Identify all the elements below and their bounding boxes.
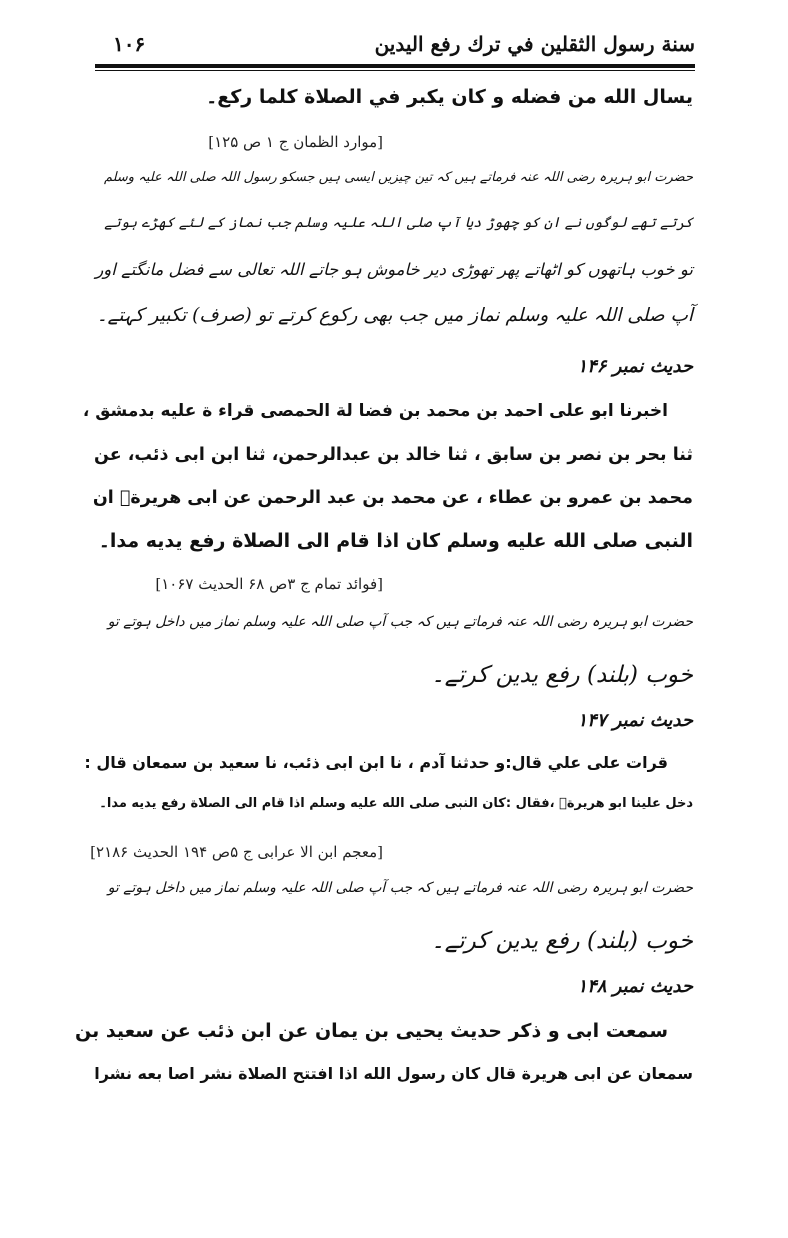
urdu-translation-line: حضرت ابو ہریرہ رضی اللہ عنہ فرماتے ہیں کہ تین چیزیں ایسی ہیں جسکو رسول اللہ صلی اللہ علیہ وسلم — [103, 170, 693, 185]
urdu-translation-line: خوب (بلند) رفع یدین کرتے۔ — [431, 928, 693, 954]
arabic-text-line: محمد بن عمرو بن عطاء ، عن محمد بن عبد الرحمن عن ابى هريرةؓ ان — [92, 488, 693, 508]
urdu-translation-line: کرتے تھے لوگوں نے ان کو چھوڑ دیا آپ صلی اللہ علیہ وسلم جب نماز کے لئے کھڑے ہوتے — [104, 215, 693, 231]
arabic-text-line: قرات على علي قال:و حدثنا آدم ، نا ابن ابى ذئب، نا سعيد بن سمعان قال : — [84, 753, 668, 772]
urdu-translation-line: حضرت ابو ہریرہ رضی اللہ عنہ فرماتے ہیں کہ جب آپ صلی اللہ علیہ وسلم نماز میں داخل ہوتے تو — [107, 880, 693, 896]
hadith-number-heading: حدیث نمبر ۱۴۷ — [577, 710, 693, 731]
hadith-number-heading: حدیث نمبر ۱۴۶ — [577, 356, 693, 377]
arabic-text-line: اخبرنا ابو على احمد بن محمد بن فضا لة الحمصى قراء ة عليه بدمشق ، — [82, 401, 668, 421]
arabic-text-line: يسال الله من فضله و كان يكبر في الصلاة كلما ركع۔ — [206, 86, 693, 108]
urdu-translation-line: تو خوب ہاتھوں کو اٹھاتے پھر تھوڑی دیر خاموش ہو جاتے اللہ تعالی سے فضل مانگتے اور — [95, 260, 693, 279]
book-title: سنة رسول الثقلين في ترك رفع اليدين — [374, 32, 695, 56]
urdu-translation-line: خوب (بلند) رفع یدین کرتے۔ — [431, 662, 693, 688]
arabic-text-line: سمعت ابى و ذكر حديث يحيى بن يمان عن ابن ذئب عن سعيد بن — [75, 1020, 668, 1042]
arabic-text-line: دخل علينا ابو هريرةؓ ،فقال :كان النبى صلى الله عليه وسلم اذا قام الى الصلاة رفع يديه مدا۔ — [99, 796, 693, 811]
reference-citation: [موارد الظمان ج ۱ ص ۱۲۵] — [208, 133, 383, 151]
arabic-text-line: ثنا بحر بن نصر بن سابق ، ثنا خالد بن عبدالرحمن، ثنا ابن ابى ذئب، عن — [93, 445, 693, 465]
urdu-translation-line: آپ صلی اللہ علیہ وسلم نماز میں جب بھی رکوع کرتے تو (صرف) تکبیر کہتے۔ — [96, 305, 693, 326]
header-rule-thin — [95, 70, 695, 71]
hadith-number-heading: حدیث نمبر ۱۴۸ — [577, 976, 693, 997]
urdu-translation-line: حضرت ابو ہریرہ رضی اللہ عنہ فرماتے ہیں کہ جب آپ صلی اللہ علیہ وسلم نماز میں داخل ہوتے تو — [107, 614, 693, 630]
page-header — [95, 30, 695, 60]
arabic-text-line: سمعان عن ابى هريرة قال كان رسول الله اذا افتتح الصلاة نشر اصا بعه نشرا — [94, 1064, 693, 1083]
reference-citation: [فوائد تمام ج ۳ص ۶۸ الحديث ۱۰۶۷] — [155, 575, 383, 593]
arabic-text-line: النبى صلى الله عليه وسلم كان اذا قام الى الصلاة رفع يديه مدا۔ — [98, 530, 693, 552]
page-number: ۱۰۶ — [113, 32, 146, 56]
header-rule-thick — [95, 64, 695, 68]
reference-citation: [معجم ابن الا عرابى ج ۵ص ۱۹۴ الحديث ۲۱۸۶] — [90, 843, 383, 861]
